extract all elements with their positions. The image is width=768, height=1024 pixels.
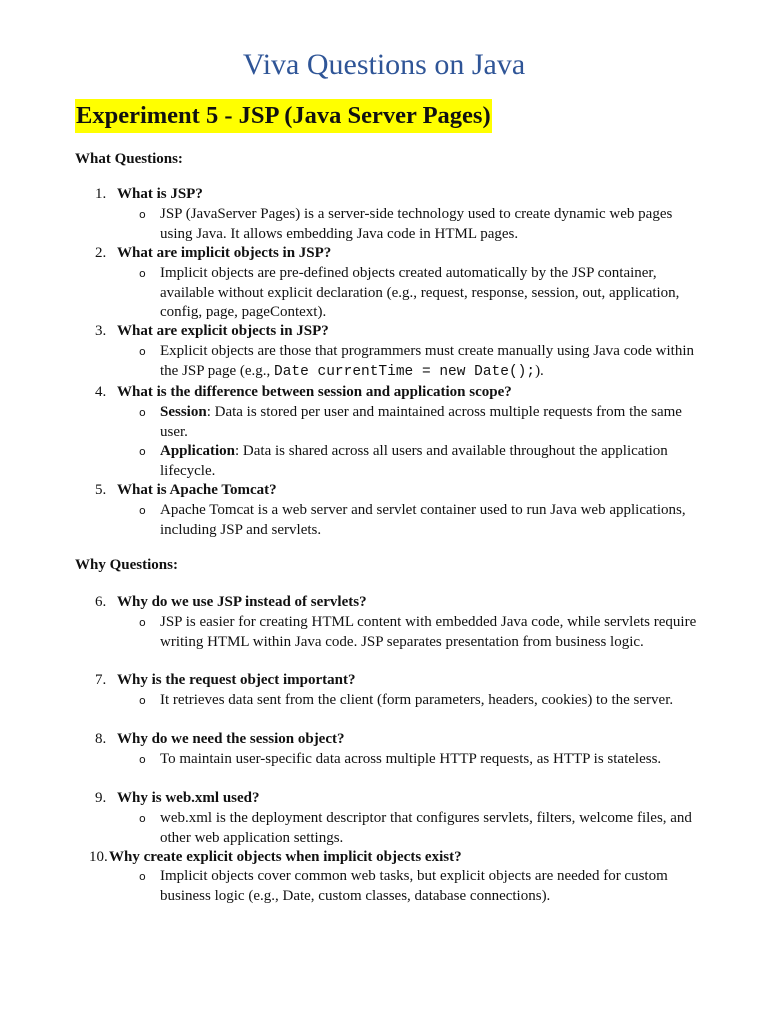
code-snippet: Date currentTime = new Date(); xyxy=(274,363,536,380)
question-3: 3. What are explicit objects in JSP? xyxy=(95,323,329,339)
bullet-icon: o xyxy=(139,616,146,629)
bullet-icon: o xyxy=(139,267,146,280)
question-5: 5. What is Apache Tomcat? xyxy=(95,482,277,498)
answer-5: Apache Tomcat is a web server and servlet container used to run Java web applications, including JSP and servlets. xyxy=(160,502,686,538)
experiment-heading: Experiment 5 - JSP (Java Server Pages) xyxy=(75,99,492,133)
answer-4-session: Session: Data is stored per user and maintained across multiple requests from the same user. xyxy=(160,404,682,440)
answer-1: JSP (JavaServer Pages) is a server-side technology used to create dynamic web pages using Java. It allows embedding Java code in HTML pages. xyxy=(160,206,673,242)
answer-3: Explicit objects are those that programmers must create manually using Java code within the JSP page (e.g., Date currentTime = new Date();). xyxy=(160,343,695,380)
bullet-icon: o xyxy=(139,345,146,358)
answer-9: web.xml is the deployment descriptor that configures servlets, filters, welcome files, and other web application settings. xyxy=(160,810,692,846)
bullet-icon: o xyxy=(139,208,146,221)
bullet-icon: o xyxy=(139,406,146,419)
question-2: 2. What are implicit objects in JSP? xyxy=(95,245,332,261)
question-10: 10.Why create explicit objects when implicit objects exist? xyxy=(89,849,462,865)
why-questions-label: Why Questions: xyxy=(75,557,178,573)
bullet-icon: o xyxy=(139,753,146,766)
answer-10: Implicit objects cover common web tasks, but explicit objects are needed for custom business logic (e.g., Date, custom classes, database connections). xyxy=(160,868,668,904)
bullet-icon: o xyxy=(139,445,146,458)
question-6: 6. Why do we use JSP instead of servlets? xyxy=(95,594,367,610)
bullet-icon: o xyxy=(139,504,146,517)
question-8: 8. Why do we need the session object? xyxy=(95,731,345,747)
question-4: 4. What is the difference between session and application scope? xyxy=(95,384,512,400)
question-1: 1. What is JSP? xyxy=(95,186,203,202)
question-9: 9. Why is web.xml used? xyxy=(95,790,260,806)
answer-8: To maintain user-specific data across multiple HTTP requests, as HTTP is stateless. xyxy=(160,751,662,767)
what-questions-label: What Questions: xyxy=(75,151,183,167)
bullet-icon: o xyxy=(139,870,146,883)
answer-2: Implicit objects are pre-defined objects created automatically by the JSP container, available without explicit declaration (e.g., request, response, session, out, application, config, page, pageContext). xyxy=(160,265,680,320)
answer-4-application: Application: Data is shared across all users and available throughout the application lifecycle. xyxy=(160,443,668,479)
document-title: Viva Questions on Java xyxy=(242,48,526,81)
answer-6: JSP is easier for creating HTML content with embedded Java code, while servlets require writing HTML within Java code. JSP separates presentation from business logic. xyxy=(160,614,697,650)
bullet-icon: o xyxy=(139,694,146,707)
answer-7: It retrieves data sent from the client (form parameters, headers, cookies) to the server. xyxy=(160,692,674,708)
bullet-icon: o xyxy=(139,812,146,825)
question-7: 7. Why is the request object important? xyxy=(95,672,356,688)
